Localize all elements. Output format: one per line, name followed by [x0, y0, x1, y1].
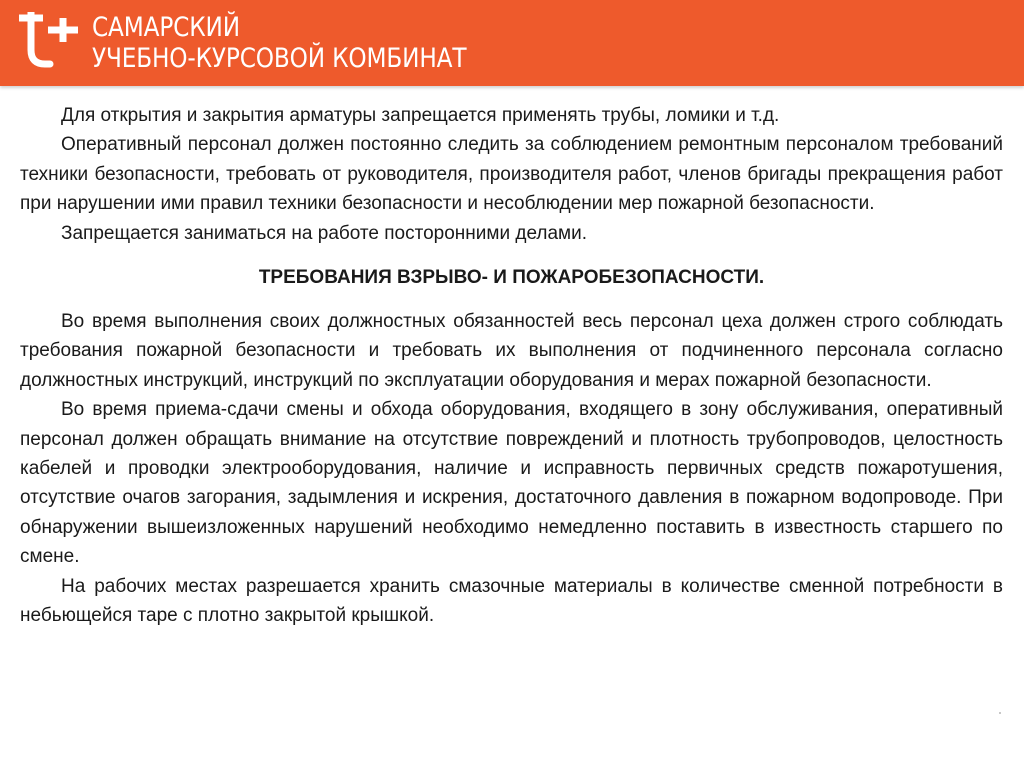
paragraph-lubricants-storage: На рабочих местах разрешается хранить смазочные материалы в количестве сменной потребности в небьющейся таре с плотно закрытой крышкой. [20, 575, 1003, 627]
section-heading: ТРЕБОВАНИЯ ВЗРЫВО- И ПОЖАРОБЕЗОПАСНОСТИ. [258, 267, 765, 289]
tt-plus-logo-icon [14, 10, 82, 74]
paragraph-operational-staff: Оперативный персонал должен постоянно следить за соблюдением ремонтным персоналом требований техники безопасности, требовать от руководителя, производителя работ, членов бригады прекращения работ при нарушении ими правил техники безопасности и несоблюдении мер пожарной безопасности. [20, 134, 1003, 215]
header-banner [0, 0, 1024, 86]
logo-text [92, 12, 466, 74]
logo-line-1: САМАРСКИЙ [92, 12, 240, 43]
paragraph-fire-safety-duties: Во время выполнения своих должностных обязанностей весь персонал цеха должен строго соблюдать требования пожарной безопасности и требовать их выполнения от подчиненного персонала согласно должностных инструкций, инструкций по эксплуатации оборудования и мерах пожарной безопасности. [20, 311, 1003, 391]
decorative-dot [999, 712, 1001, 714]
logo-line-2: УЧЕБНО-КУРСОВОЙ КОМБИНАТ [92, 43, 467, 74]
paragraph-fittings-tools: Для открытия и закрытия арматуры запрещается применять трубы, ломики и т.д. [61, 105, 780, 126]
paragraph-shift-handover: Во время приема-сдачи смены и обхода оборудования, входящего в зону обслуживания, оперативный персонал должен обращать внимание на отсутствие повреждений и плотность трубопроводов, целостность кабелей и проводки электрооборудования, наличие и исправность первичных средств пожаротушения, отсутствие очагов загорания, задымления и искрения, достаточного давления в пожарном водопроводе. При обнаружении вышеизложенных нарушений необходимо немедленно поставить в известность старшего по смене. [20, 399, 1003, 568]
paragraph-no-side-tasks: Запрещается заниматься на работе посторонними делами. [61, 222, 587, 244]
document-body [20, 101, 1003, 631]
